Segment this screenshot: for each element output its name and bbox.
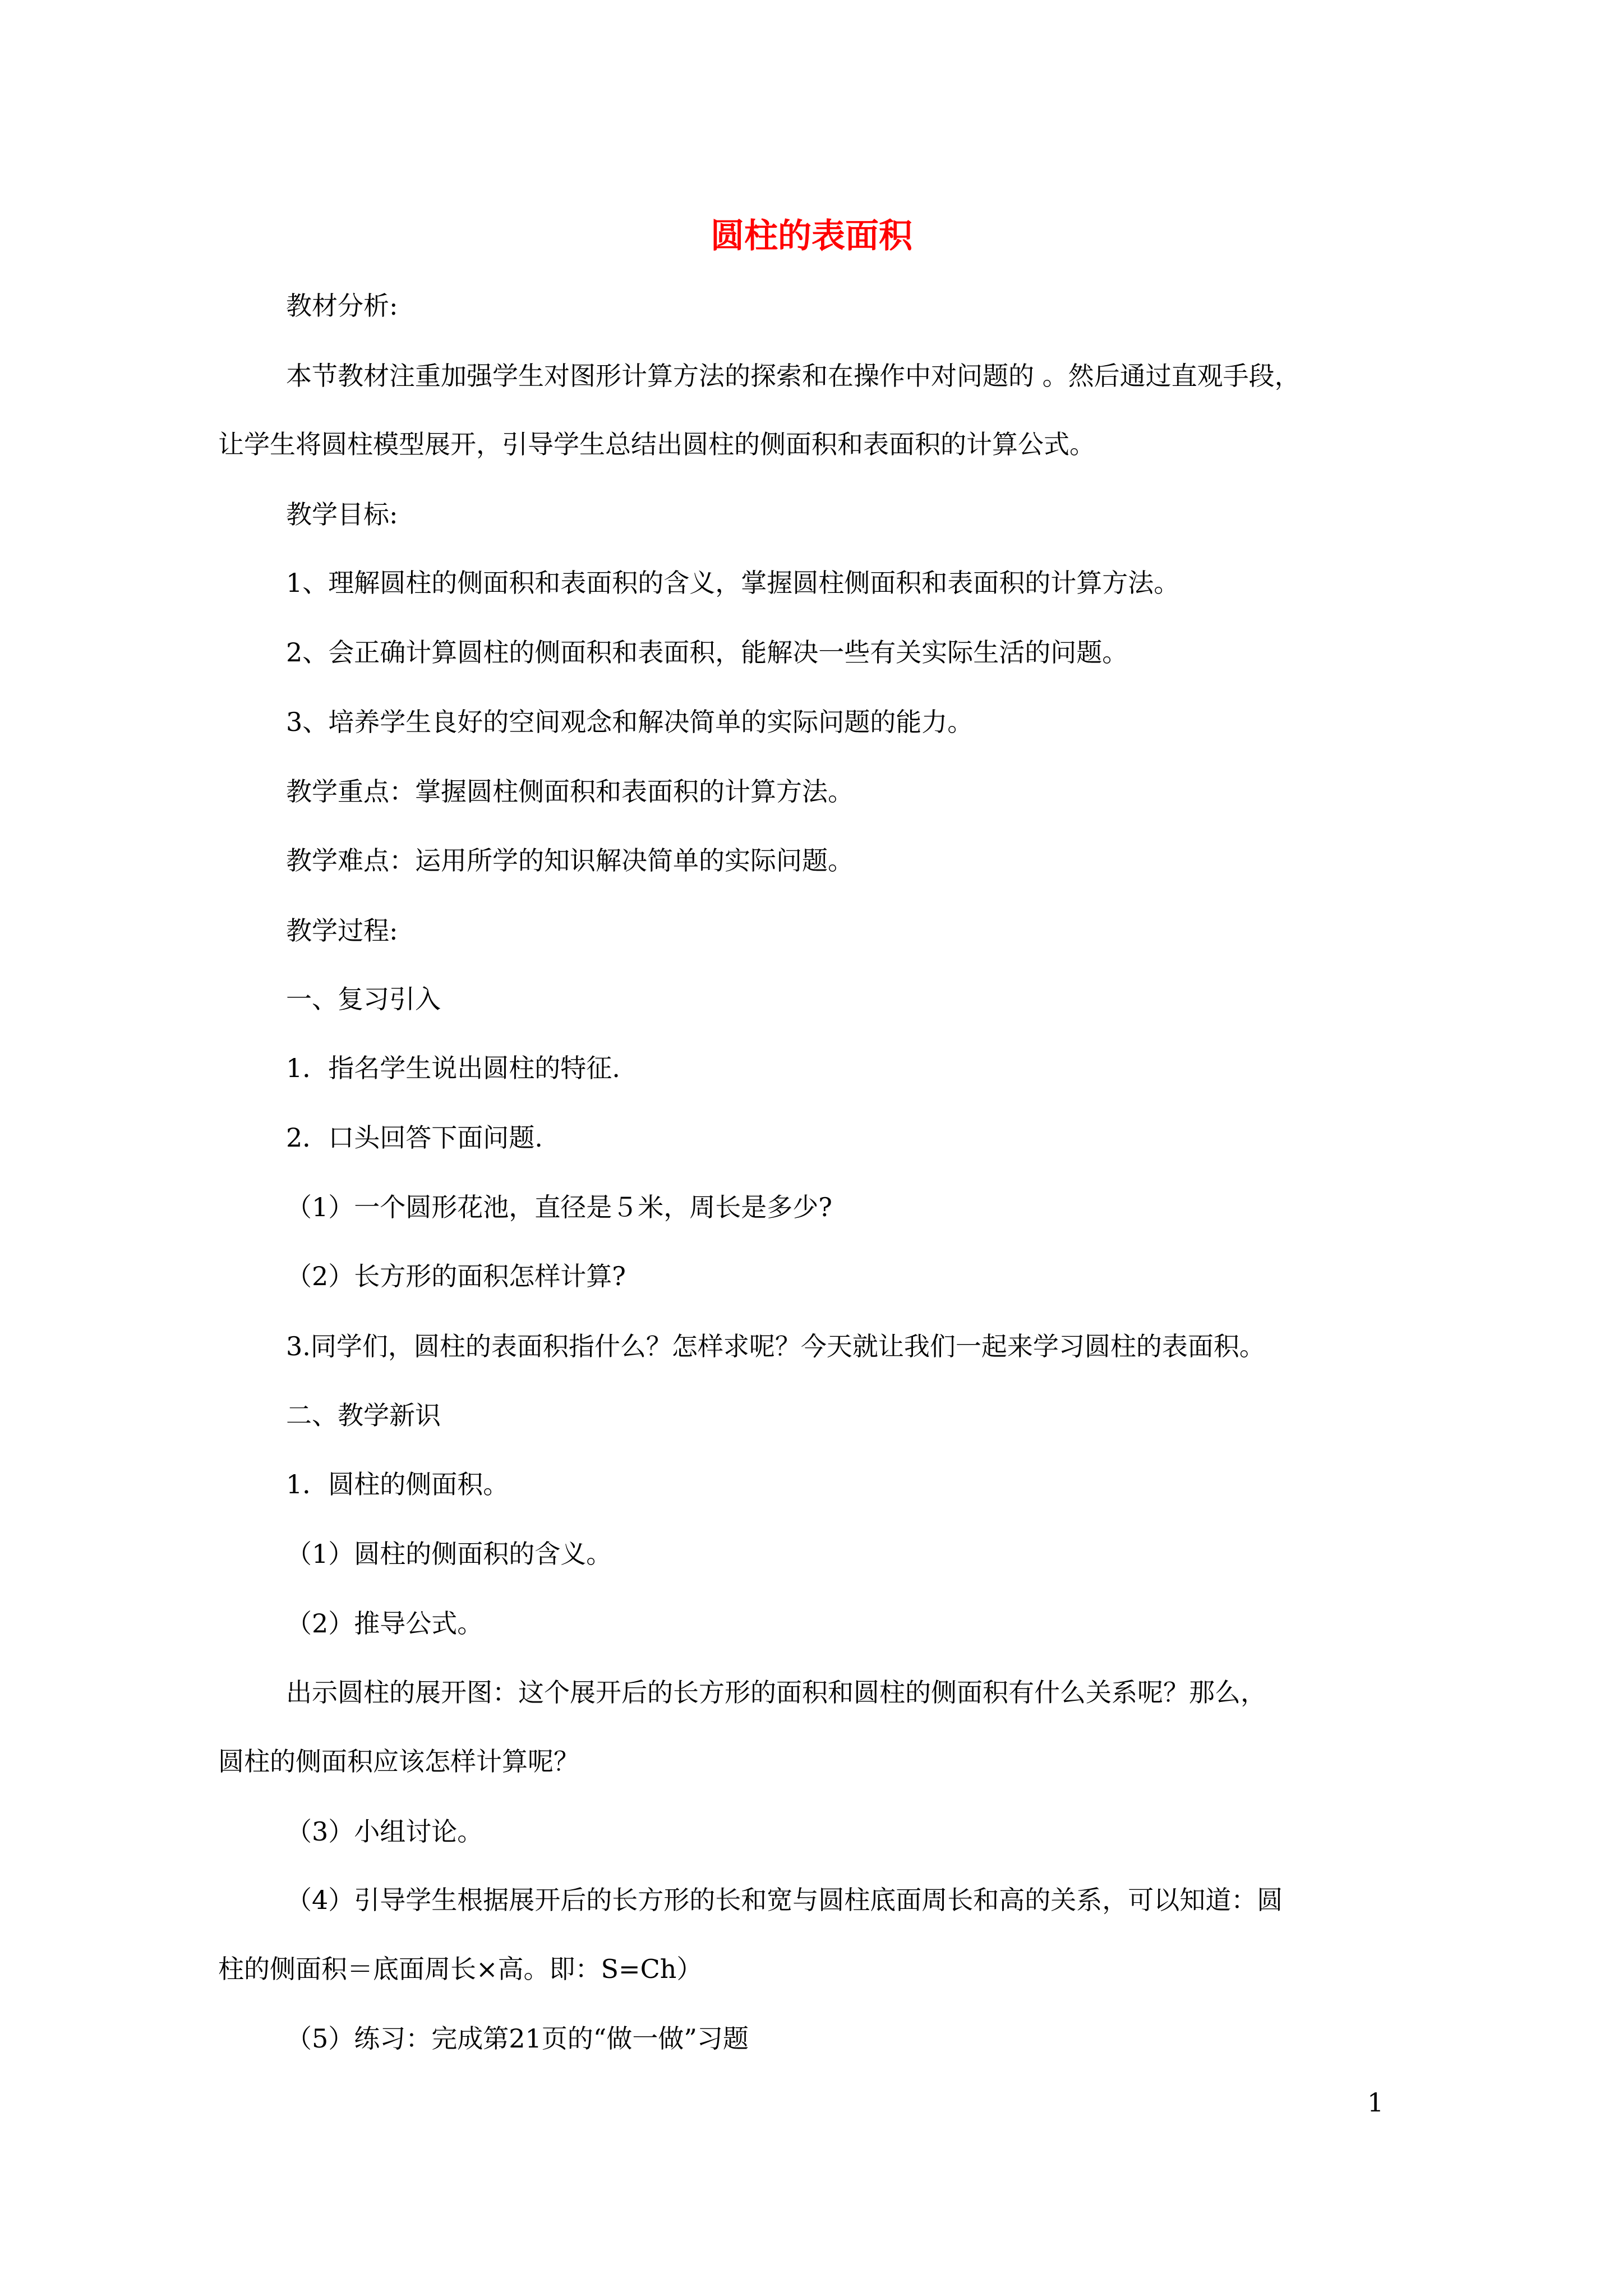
goal-item-2: 2、会正确计算圆柱的侧面积和表面积，能解决一些有关实际生活的问题。 (286, 637, 1128, 668)
section-heading-teaching-process: 教学过程: (286, 915, 398, 946)
section-heading-textbook-analysis: 教材分析: (286, 291, 398, 321)
goal-item-1: 1、理解圆柱的侧面积和表面积的含义，掌握圆柱侧面积和表面积的计算方法。 (286, 568, 1180, 598)
page-number: 1 (1367, 2087, 1384, 2118)
paragraph-line: 出示圆柱的展开图：这个展开后的长方形的面积和圆柱的侧面积有什么关系呢？那么， (286, 1677, 1266, 1708)
list-item: 1．指名学生说出圆柱的特征. (286, 1053, 620, 1083)
list-item: （5）练习：完成第21页的“做一做”习题 (286, 2023, 749, 2054)
list-item: （1）一个圆形花池，直径是５米，周长是多少? (286, 1192, 832, 1222)
teaching-focus: 教学重点：掌握圆柱侧面积和表面积的计算方法。 (286, 776, 854, 807)
paragraph-line: 本节教材注重加强学生对图形计算方法的探索和在操作中对问题的 。然后通过直观手段， (286, 361, 1301, 391)
subsection-heading-new-knowledge: 二、教学新识 (286, 1400, 441, 1430)
paragraph-line: 柱的侧面积＝底面周长×高。即：S=Ch） (218, 1954, 703, 1984)
subsection-heading-review: 一、复习引入 (286, 984, 441, 1014)
paragraph-line: 让学生将圆柱模型展开，引导学生总结出圆柱的侧面积和表面积的计算公式。 (218, 429, 1095, 459)
list-item: 1．圆柱的侧面积。 (286, 1469, 509, 1499)
list-item: （2）推导公式。 (286, 1608, 483, 1639)
paragraph-line: （4）引导学生根据展开后的长方形的长和宽与圆柱底面周长和高的关系，可以知道：圆 (286, 1885, 1283, 1915)
section-heading-teaching-goals: 教学目标: (286, 499, 398, 530)
document-title: 圆柱的表面积 (711, 217, 912, 256)
list-item: （3）小组讨论。 (286, 1816, 483, 1847)
paragraph-line: 圆柱的侧面积应该怎样计算呢？ (218, 1746, 579, 1777)
goal-item-3: 3、培养学生良好的空间观念和解决简单的实际问题的能力。 (286, 707, 974, 737)
list-item: （1）圆柱的侧面积的含义。 (286, 1539, 612, 1569)
list-item: 3.同学们，圆柱的表面积指什么？怎样求呢？今天就让我们一起来学习圆柱的表面积。 (286, 1331, 1265, 1361)
list-item: （2）长方形的面积怎样计算? (286, 1261, 626, 1291)
teaching-difficulty: 教学难点：运用所学的知识解决简单的实际问题。 (286, 845, 854, 876)
list-item: 2．口头回答下面问题. (286, 1122, 543, 1153)
